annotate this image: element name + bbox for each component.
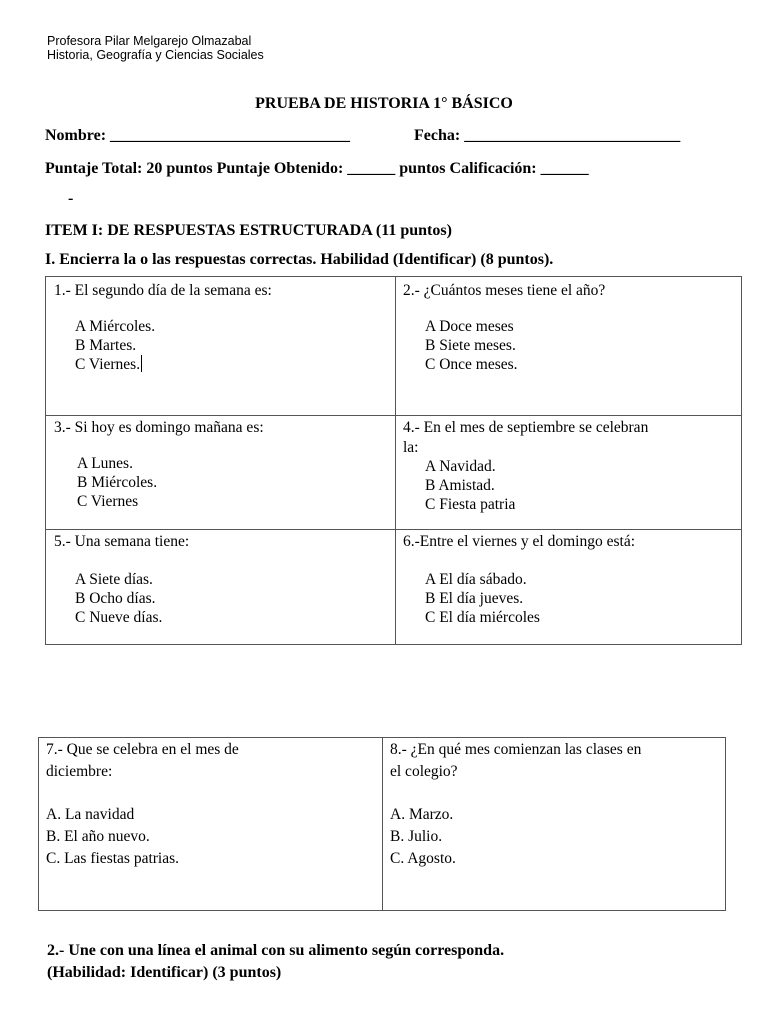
options-list (425, 570, 540, 627)
question-text: 2.- ¿Cuántos meses tiene el año? (403, 282, 606, 299)
options-list (390, 804, 456, 870)
question-text: 6.-Entre el viernes y el domingo está: (403, 533, 636, 550)
option[interactable]: A. Marzo. (390, 806, 454, 823)
option[interactable]: A El día sábado. (425, 571, 527, 588)
question-cell (396, 416, 741, 530)
item2-instruction: 2.- Une con una línea el animal con su alimento según corresponda. (47, 942, 505, 959)
questions-table-2 (38, 737, 726, 911)
option[interactable]: B Siete meses. (425, 337, 516, 354)
option[interactable]: C Viernes (77, 493, 139, 510)
options-list (46, 804, 179, 870)
fecha-field[interactable]: Fecha: ___________________________ (414, 127, 681, 144)
questions-table-1 (45, 276, 742, 645)
option[interactable]: B. Julio. (390, 828, 443, 845)
option[interactable]: C Nueve días. (75, 609, 163, 626)
question-cell (46, 277, 396, 416)
options-list (425, 317, 518, 374)
option[interactable]: B. El año nuevo. (46, 828, 150, 845)
item1-instruction: I. Encierra la o las respuestas correctas. Habilidad (Identificar) (8 puntos). (45, 251, 554, 268)
teacher-name: Profesora Pilar Melgarejo Olmazabal (47, 34, 252, 48)
text-cursor (141, 355, 142, 372)
option[interactable]: B Martes. (75, 337, 137, 354)
question-text: 7.- Que se celebra en el mes de diciembre: (46, 741, 239, 780)
puntaje-line: Puntaje Total: 20 puntos Puntaje Obtenido: ______ puntos Calificación: ______ (45, 160, 589, 177)
option[interactable]: A. La navidad (46, 806, 135, 823)
question-cell (39, 738, 383, 910)
stray-dash: - (68, 190, 74, 207)
question-text: 3.- Si hoy es domingo mañana es: (54, 419, 264, 436)
question-cell (383, 738, 725, 910)
question-cell (396, 530, 741, 644)
option[interactable]: A Siete días. (75, 571, 153, 588)
options-list (75, 317, 155, 374)
option[interactable]: B Ocho días. (75, 590, 156, 607)
options-list (77, 454, 157, 511)
option[interactable]: C Fiesta patria (425, 496, 516, 513)
option[interactable]: A Lunes. (77, 455, 133, 472)
option[interactable]: A Doce meses (425, 318, 514, 335)
question-cell (46, 530, 396, 644)
page-title: PRUEBA DE HISTORIA 1° BÁSICO (255, 95, 513, 112)
question-text: 5.- Una semana tiene: (54, 533, 190, 550)
subject-name: Historia, Geografía y Ciencias Sociales (47, 48, 264, 62)
option[interactable]: C. Las fiestas patrias. (46, 850, 180, 867)
option[interactable]: C. Agosto. (390, 850, 456, 867)
option[interactable]: C Once meses. (425, 356, 518, 373)
question-text: 8.- ¿En qué mes comienzan las clases en el colegio? (390, 741, 642, 780)
question-text: 1.- El segundo día de la semana es: (54, 282, 272, 299)
option[interactable]: A Miércoles. (75, 318, 156, 335)
nombre-field[interactable]: Nombre: ______________________________ (45, 127, 351, 144)
question-text: 4.- En el mes de septiembre se celebran (403, 419, 649, 436)
option[interactable]: B El día jueves. (425, 590, 524, 607)
question-text-continued: la: (403, 439, 419, 456)
option[interactable]: B Amistad. (425, 477, 495, 494)
item1-heading: ITEM I: DE RESPUESTAS ESTRUCTURADA (11 puntos) (45, 222, 452, 239)
option[interactable]: C Viernes. (75, 356, 141, 373)
options-list (425, 457, 515, 514)
question-cell (46, 416, 396, 530)
option[interactable]: C El día miércoles (425, 609, 540, 626)
item2-skill: (Habilidad: Identificar) (3 puntos) (47, 964, 282, 981)
question-cell (396, 277, 741, 416)
option[interactable]: B Miércoles. (77, 474, 158, 491)
options-list (75, 570, 162, 627)
option[interactable]: A Navidad. (425, 458, 496, 475)
